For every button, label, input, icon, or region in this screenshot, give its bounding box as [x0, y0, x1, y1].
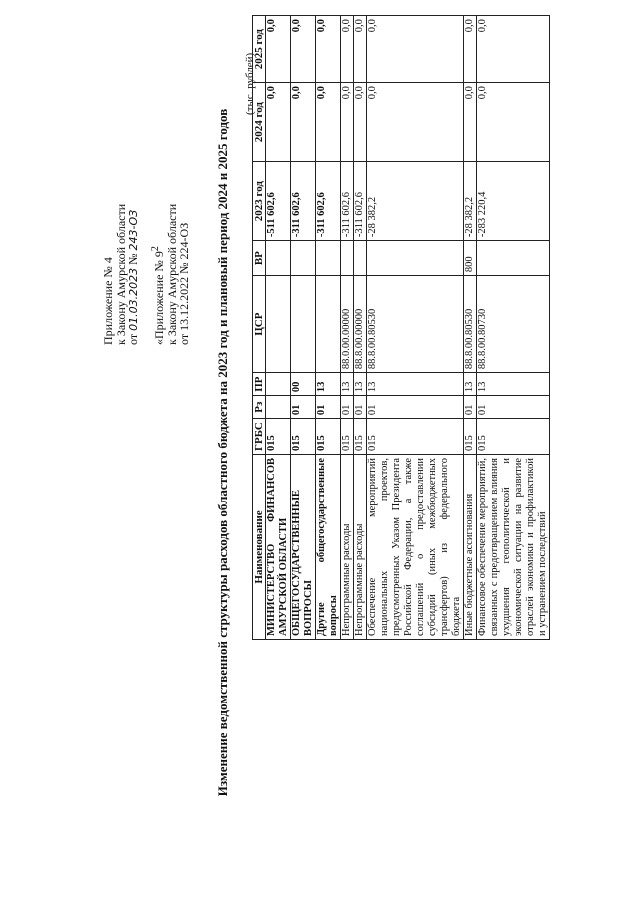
row-grbs-cell: 015 [464, 419, 477, 455]
row-csr-cell: 88.8.00.00000 [354, 276, 367, 373]
row-vr-cell [367, 241, 464, 276]
row-2023-cell: -311 602,6 [291, 162, 316, 241]
row-name-cell: Иные бюджетные ассигнования [464, 455, 477, 640]
row-vr-cell [354, 241, 367, 276]
row-pr-cell: 13 [477, 373, 550, 396]
table-row [266, 16, 291, 640]
table-row [291, 16, 316, 640]
row-vr-cell [291, 241, 316, 276]
row-2025-cell: 0,0 [316, 16, 341, 83]
row-pr-cell: 13 [367, 373, 464, 396]
col-header-csr: ЦСР [253, 276, 266, 373]
row-pr-cell [266, 373, 291, 396]
col-header-2025: 2025 год [253, 16, 266, 83]
units-label: (тыс. рублей) [244, 52, 256, 115]
row-pr-cell: 13 [464, 373, 477, 396]
row-2023-cell: -283 220,4 [477, 162, 550, 241]
row-rz-cell: 01 [354, 396, 367, 419]
row-name-cell: Другие общегосударственные вопросы [316, 455, 341, 640]
row-vr-cell [341, 241, 354, 276]
row-2024-cell: 0,0 [316, 83, 341, 162]
row-grbs-cell: 015 [354, 419, 367, 455]
row-2024-cell: 0,0 [354, 83, 367, 162]
row-name-cell: Непрограммные расходы [354, 455, 367, 640]
row-rz-cell: 01 [341, 396, 354, 419]
row-2025-cell: 0,0 [291, 16, 316, 83]
row-name-cell: ОБЩЕГОСУДАРСТВЕННЫЕ ВОПРОСЫ [291, 455, 316, 640]
row-grbs-cell: 015 [266, 419, 291, 455]
row-grbs-cell: 015 [477, 419, 550, 455]
row-vr-cell [266, 241, 291, 276]
table-row [464, 16, 477, 640]
row-rz-cell [266, 396, 291, 419]
table-row [341, 16, 354, 640]
row-csr-cell [291, 276, 316, 373]
row-2025-cell: 0,0 [266, 16, 291, 83]
row-pr-cell: 13 [354, 373, 367, 396]
row-csr-cell: 88.8.00.80530 [367, 276, 464, 373]
row-2023-cell: -311 602,6 [341, 162, 354, 241]
row-2024-cell: 0,0 [464, 83, 477, 162]
row-name-cell: Непрограммные расходы [341, 455, 354, 640]
row-csr-cell: 88.8.00.80530 [464, 276, 477, 373]
row-csr-cell [316, 276, 341, 373]
row-2024-cell: 0,0 [341, 83, 354, 162]
date-line: от 01.03.2023 № 243-ОЗ [126, 209, 140, 345]
handwritten-date: 01.03.2023 [127, 267, 140, 331]
row-rz-cell: 01 [291, 396, 316, 419]
row-pr-cell: 00 [291, 373, 316, 396]
row-2025-cell: 0,0 [341, 16, 354, 83]
row-2024-cell: 0,0 [266, 83, 291, 162]
row-2024-cell: 0,0 [291, 83, 316, 162]
row-2023-cell: -511 602,6 [266, 162, 291, 241]
col-header-vr: ВР [253, 241, 266, 276]
row-vr-cell [316, 241, 341, 276]
law-header [102, 204, 141, 345]
row-2024-cell: 0,0 [477, 83, 550, 162]
handwritten-number: 243-ОЗ [127, 209, 140, 251]
row-2025-cell: 0,0 [477, 16, 550, 83]
row-csr-cell [266, 276, 291, 373]
row-2023-cell: -311 602,6 [316, 162, 341, 241]
appendix-4-label: Приложение № 4 [101, 257, 115, 345]
row-grbs-cell: 015 [316, 419, 341, 455]
table-row [316, 16, 341, 640]
table-row [354, 16, 367, 640]
row-name-cell: Финансовое обеспечение мероприятий, связанных с предотвращением влияния ухудшения геополитической и экономической ситуации на развитие отраслей экономики и профилактикой и устранением последствий [477, 455, 550, 640]
col-header-grbs: ГРБС [253, 419, 266, 455]
row-2025-cell: 0,0 [464, 16, 477, 83]
row-rz-cell: 01 [367, 396, 464, 419]
table-row [367, 16, 464, 640]
row-2024-cell: 0,0 [367, 83, 464, 162]
row-vr-cell: 800 [464, 241, 477, 276]
row-grbs-cell: 015 [341, 419, 354, 455]
row-name-cell: МИНИСТЕРСТВО ФИНАНСОВ АМУРСКОЙ ОБЛАСТИ [266, 455, 291, 640]
row-2023-cell: -311 602,6 [354, 162, 367, 241]
appendix-9-label: «Приложение № $9^2$ [150, 246, 166, 345]
col-header-2024: 2024 год [253, 83, 266, 162]
row-2025-cell: 0,0 [367, 16, 464, 83]
to-law-label: к Закону Амурской области [113, 203, 128, 345]
table-row [477, 16, 550, 640]
row-grbs-cell: 015 [367, 419, 464, 455]
col-header-rz: Рз [253, 396, 266, 419]
row-rz-cell: 01 [316, 396, 341, 419]
row-csr-cell: 88.8.00.80730 [477, 276, 550, 373]
table-body [266, 16, 550, 640]
row-2025-cell: 0,0 [354, 16, 367, 83]
table-header-row [253, 16, 266, 640]
col-header-name: Наименование [253, 455, 266, 640]
original-law-reference: «Приложение № $9^2$ к Закону Амурской области от 13.12.2022 № 224-ОЗ [150, 203, 191, 345]
row-grbs-cell: 015 [291, 419, 316, 455]
row-csr-cell: 88.0.00.00000 [341, 276, 354, 373]
row-rz-cell: 01 [464, 396, 477, 419]
expenditure-table [252, 15, 550, 640]
row-pr-cell: 13 [341, 373, 354, 396]
row-rz-cell: 01 [477, 396, 550, 419]
row-2023-cell: -28 382,2 [367, 162, 464, 241]
col-header-pr: ПР [253, 373, 266, 396]
row-vr-cell [477, 241, 550, 276]
row-name-cell: Обеспечение мероприятий национальных проектов, предусмотренных Указом Президента Российской Федерации, а также соглашений о предоставлении субсидий (иных межбюджетных трансфертов) из федерального бюджета [367, 455, 464, 640]
row-2023-cell: -28 382,2 [464, 162, 477, 241]
col-header-2023: 2023 год [253, 162, 266, 241]
row-pr-cell: 13 [316, 373, 341, 396]
document-title: Изменение ведомственной структуры расходов областного бюджета на 2023 год и плановый период 2024 и 2025 годов [215, 108, 230, 797]
law-ref: от 13.12.2022 № 224-ОЗ [177, 222, 191, 345]
